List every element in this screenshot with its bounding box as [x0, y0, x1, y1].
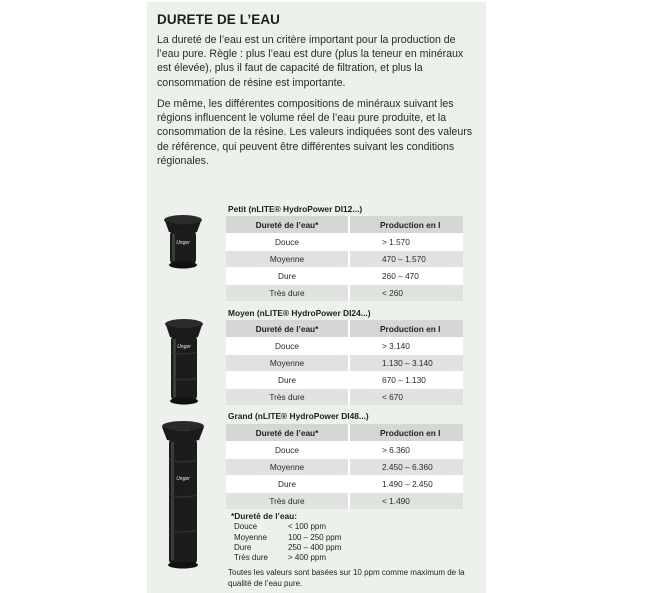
production-cell: > 6.360	[349, 442, 463, 459]
hardness-cell: Moyenne	[226, 459, 349, 476]
hardness-cell: Très dure	[226, 389, 349, 406]
production-cell: 260 – 470	[349, 268, 463, 285]
unger-logo: Unger	[176, 240, 190, 246]
hardness-cell: Très dure	[226, 493, 349, 510]
hardness-legend	[231, 511, 341, 563]
legend-key: Dure	[234, 542, 252, 552]
legend-value: < 100 ppm	[288, 522, 327, 532]
table-row	[226, 234, 463, 251]
production-cell: 1.130 – 3.140	[349, 355, 463, 372]
table-row	[226, 251, 463, 268]
legend-value: 100 – 250 ppm	[288, 532, 342, 542]
production-cell: < 260	[349, 285, 463, 302]
production-cell: > 1.570	[349, 234, 463, 251]
table-header-row	[226, 424, 463, 442]
hardness-cell: Dure	[226, 372, 349, 389]
table-row	[226, 268, 463, 285]
product-title-large: Grand (nLITE® HydroPower DI48...)	[228, 411, 369, 421]
legend-key: Douce	[234, 522, 258, 532]
table-row	[226, 338, 463, 355]
production-table-small	[226, 216, 463, 301]
intro-paragraph-1: La dureté de l’eau est un critère important pour la production de l’eau pure. Règle : plus l’eau est dure (plus la teneur en minéraux est élevée), plus il faut de capacité de filtration, et plus la consommation de résine est importante.	[157, 34, 464, 89]
column-header-production: Production en l	[349, 424, 463, 442]
production-table-large	[226, 424, 463, 509]
production-cell: 2.450 – 6.360	[349, 459, 463, 476]
intro-paragraph-2: De même, les différentes compositions de minéraux suivant les régions influencent le volume réel de l’eau pure produite, et la consommation de la résine. Les valeurs indiquées sont des valeurs de référence, qui peuvent être différentes suivant les conditions régionales.	[157, 98, 473, 167]
unger-logo: Unger	[176, 476, 190, 482]
table-header-row	[226, 320, 463, 338]
legend-row	[231, 553, 341, 563]
production-cell: 470 – 1.570	[349, 251, 463, 268]
table-header-row	[226, 216, 463, 234]
column-header-hardness: Dureté de l’eau*	[226, 424, 349, 442]
legend-row	[231, 522, 341, 532]
production-cell: 1.490 – 2.450	[349, 476, 463, 493]
hardness-cell: Douce	[226, 442, 349, 459]
production-cell: > 3.140	[349, 338, 463, 355]
hardness-cell: Moyenne	[226, 355, 349, 372]
hardness-cell: Dure	[226, 268, 349, 285]
page-title: DURETE DE L’EAU	[157, 12, 281, 27]
hardness-cell: Très dure	[226, 285, 349, 302]
table-row	[226, 476, 463, 493]
production-cell: 670 – 1.130	[349, 372, 463, 389]
production-cell: < 1.490	[349, 493, 463, 510]
column-header-hardness: Dureté de l’eau*	[226, 216, 349, 234]
table-row	[226, 493, 463, 510]
footnote: Toutes les valeurs sont basées sur 10 ppm comme maximum de la qualité de l’eau pure.	[228, 568, 465, 588]
column-header-production: Production en l	[349, 320, 463, 338]
hardness-cell: Moyenne	[226, 251, 349, 268]
product-title-medium: Moyen (nLITE® HydroPower DI24...)	[228, 308, 371, 318]
production-cell: < 670	[349, 389, 463, 406]
unger-logo: Unger	[177, 344, 191, 350]
table-row	[226, 372, 463, 389]
legend-key: Moyenne	[234, 532, 267, 542]
table-row	[226, 459, 463, 476]
table-row	[226, 389, 463, 406]
medium-filter-image	[162, 318, 206, 406]
legend-heading: *Dureté de l’eau:	[231, 511, 298, 521]
hardness-cell: Douce	[226, 234, 349, 251]
small-filter-image	[161, 214, 205, 270]
table-row	[226, 442, 463, 459]
legend-value: > 400 ppm	[288, 553, 327, 563]
legend-row	[231, 533, 341, 543]
large-filter-image	[158, 420, 208, 570]
legend-row	[231, 543, 341, 553]
legend-key: Très dure	[234, 553, 268, 563]
column-header-production: Production en l	[349, 216, 463, 234]
product-title-small: Petit (nLITE® HydroPower DI12...)	[228, 204, 363, 214]
production-table-medium	[226, 320, 463, 405]
column-header-hardness: Dureté de l’eau*	[226, 320, 349, 338]
hardness-cell: Douce	[226, 338, 349, 355]
table-row	[226, 355, 463, 372]
legend-value: 250 – 400 ppm	[288, 542, 342, 552]
hardness-cell: Dure	[226, 476, 349, 493]
table-row	[226, 285, 463, 302]
